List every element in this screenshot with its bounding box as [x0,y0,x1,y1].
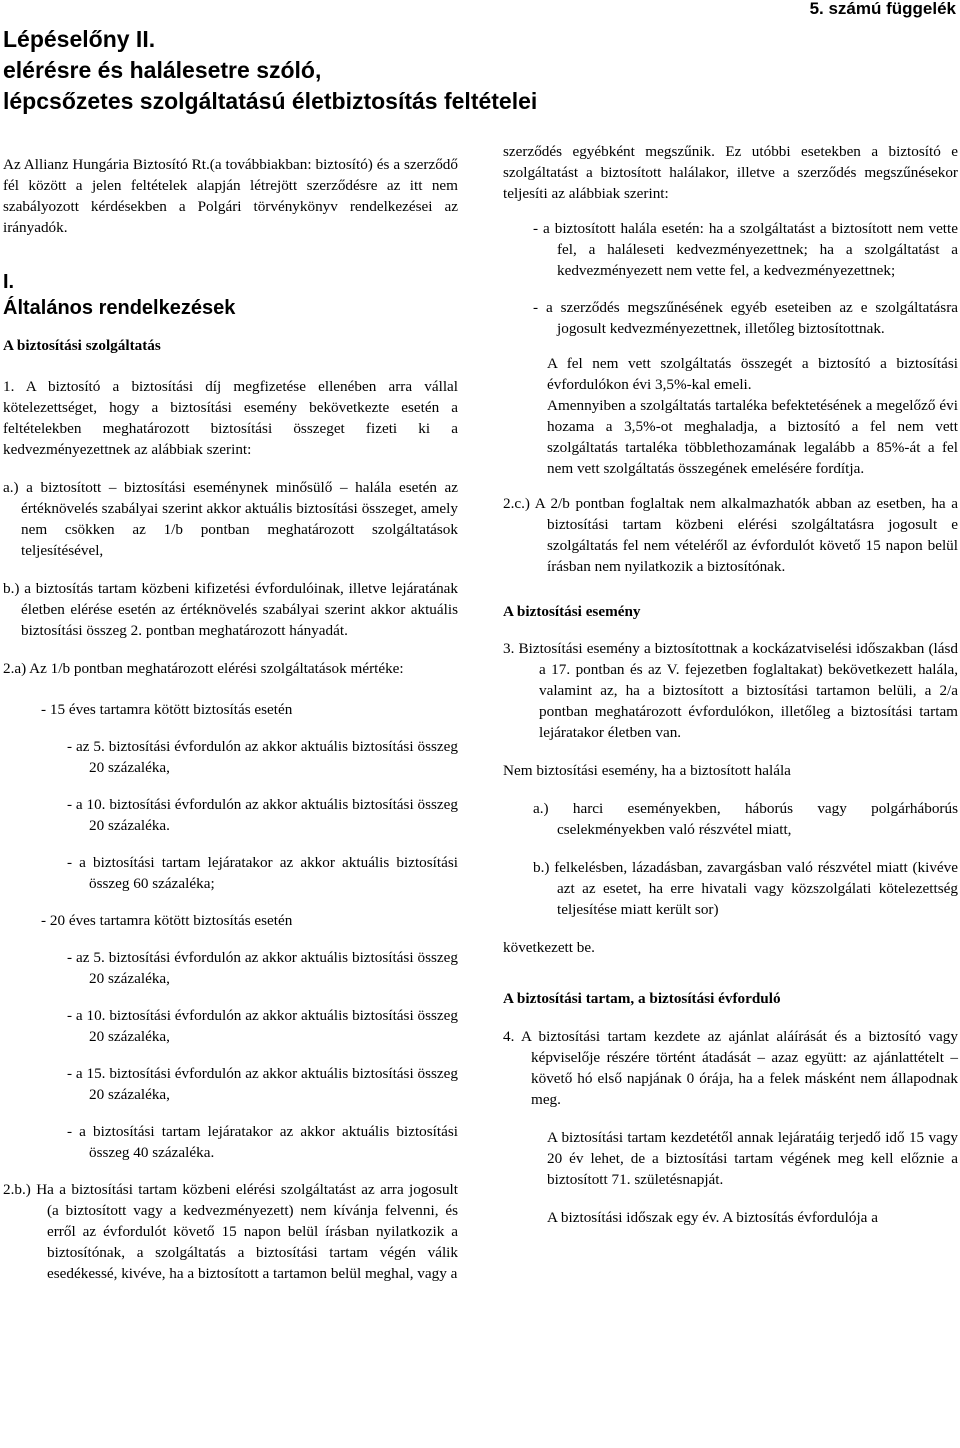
followed-text: következett be. [503,939,595,956]
term-20-heading: - 20 éves tartamra kötött biztosítás esetén [41,912,293,929]
unclaimed-paragraph-2: Amennyiben a szolgáltatás tartaléka befektetésének a megelőző évi hozama a 3,5%-ot meghaladja, a biztosító a fel nem vett szolgáltatás tartaléka többlethozamának legalább a 85%-át a fel nem vett szolgáltatás összegének emelésére fordítja. [547,397,958,477]
intro-paragraph: Az Allianz Hungária Biztosító Rt.(a továbbiakban: biztosító) és a szerződő fél között a jelen feltételek alapján létrejött szerződésre az itt nem szabályozott kérdésekben a Polgári törvénykönyv rendelkezései az irányadók. [3,156,458,236]
paragraph-4b: A biztosítási tartam kezdetétől annak lejáratáig terjedő idő 15 vagy 20 év lehet, de a biztosítási tartam végének meg kell előznie a biztosított 71. születésnapját. [547,1129,958,1188]
subheading-term: A biztosítási tartam, a biztosítási évforduló [503,990,781,1007]
paragraph-1: 1. A biztosító a biztosítási díj megfizetése ellenében arra vállal kötelezettséget, hogy a biztosítási esemény bekövetkezte esetén a feltételekben meghatározott biztosítási összeget fizeti ki a kedvezményezettnek az alábbiak szerint: [3,378,458,458]
paragraph-1b: b.) a biztosítás tartam közbeni kifizetési évfordulóinak, illetve lejáratának életben elérése esetén az értéknövelés szabályai szerint akkor aktuális biztosítási összeg 2. pontban meghatározott hányadát. [3,580,458,639]
title-line-3: lépcsőzetes szolgáltatású életbiztosítás feltételei [3,88,538,114]
paragraph-2c: 2.c.) A 2/b pontban foglaltak nem alkalmazhatók abban az esetben, ha a biztosítási tartam közbeni elérési szolgáltatásra jogosult e szolgáltatás fel nem vételéről az évfordulót követő 15 napon belül írásban nem nyilatkozik a biztosítónak. [503,495,958,575]
t20-item-2: - a 10. biztosítási évfordulón az akkor aktuális biztosítási összeg 20 százaléka, [67,1007,458,1045]
dash-item-other: - a szerződés megszűnésének egyéb eseteiben az e szolgáltatásra jogosult kedvezményezettnek, illetőleg biztosítottnak. [533,299,958,337]
dash-item-death: - a biztosított halála esetén: ha a szolgáltatást a biztosított nem vette fel, a haláleseti kedvezményezettnek; ha a szolgáltatást a kedvezményezett nem vette fel, a kedvezményezettnek; [533,220,958,279]
exclusion-b: b.) felkelésben, lázadásban, zavargásban való részvétel miatt (kivéve azt az esetet, ha erre hivatali vagy közszolgálati kötelezettség teljesítése miatt került sor) [533,859,958,918]
appendix-label: 5. számú függelék [809,0,956,18]
title-line-1: Lépéselőny II. [3,26,156,52]
t15-item-1: - az 5. biztosítási évfordulón az akkor aktuális biztosítási összeg 20 százaléka, [67,738,458,776]
term-15-heading: - 15 éves tartamra kötött biztosítás esetén [41,701,293,718]
subheading-insured-event: A biztosítási esemény [503,603,641,620]
left-column [3,154,458,1284]
t20-item-1: - az 5. biztosítási évfordulón az akkor aktuális biztosítási összeg 20 százaléka, [67,949,458,987]
paragraph-1a: a.) a biztosított – biztosítási eseménynek minősülő – halála esetén az értéknövelés szabályai szerint akkor aktuális biztosítási összeget, amely nem csökken az 1/b pontban meghatározott szolgáltatások teljesítésével, [3,479,458,559]
t20-item-3: - a 15. biztosítási évfordulón az akkor aktuális biztosítási összeg 20 százaléka, [67,1065,458,1103]
page-header [0,0,960,130]
paragraph-4: 4. A biztosítási tartam kezdete az ajánlat aláírását és a biztosító vagy képviselője részére történt átadását – azaz együtt: az ajánlattételt – követő hó első napjának 0 órája, ha a felek másként nem állapodnak meg. [503,1028,958,1108]
t15-item-2: - a 10. biztosítási évfordulón az akkor aktuális biztosítási összeg 20 százaléka. [67,796,458,834]
paragraph-2a: 2.a) Az 1/b pontban meghatározott elérési szolgáltatások mértéke: [3,660,404,677]
continuation-paragraph: szerződés egyébként megszűnik. Ez utóbbi esetekben a biztosító e szolgáltatást a biztosított halálakor, illetve a szerződés megszűnésekor teljesíti az alábbiak szerint: [503,143,958,202]
section-title: Általános rendelkezések [3,297,236,319]
document-title [3,24,643,117]
t20-item-4: - a biztosítási tartam lejáratakor az akkor aktuális biztosítási összeg 40 százaléka. [67,1123,458,1161]
paragraph-3: 3. Biztosítási esemény a biztosítottnak a kockázatviselési időszakban (lásd a 17. pontban és az V. fejezetben foglaltakat) bekövetkezett halála, valamint az, ha a biztosított a biztosítási tartamon belüli, a 2/a pontban meghatározott évfordulókon, illetőleg a biztosítási tartam lejáratakor életben van. [503,640,958,741]
exclusion-a: a.) harci eseményekben, háborús vagy polgárháborús cselekményekben való részvétel miatt, [533,800,958,838]
subheading-service: A biztosítási szolgáltatás [3,337,161,354]
section-number: I. [3,271,15,293]
paragraph-2b: 2.b.) Ha a biztosítási tartam közbeni elérési szolgáltatást az arra jogosult (a biztosított vagy a kedvezményezett) nem kívánja felvenni, és erről az évfordulót követő 15 napon belül írásban nyilatkozik a biztosítónak, a szolgáltatás a biztosítási tartam végén válik esedékessé, kivéve, ha a biztosított a tartamon belül meghal, vagy a [3,1181,458,1282]
paragraph-4c: A biztosítási időszak egy év. A biztosítás évfordulója a [547,1209,878,1226]
t15-item-3: - a biztosítási tartam lejáratakor az akkor aktuális biztosítási összeg 60 százaléka; [67,854,458,892]
unclaimed-paragraph-1: A fel nem vett szolgáltatás összegét a biztosító a biztosítási évfordulókon évi 3,5%-kal emeli. [547,355,958,393]
not-insured-event: Nem biztosítási esemény, ha a biztosított halála [503,762,791,779]
title-line-2: elérésre és halálesetre szóló, [3,57,322,83]
right-column [503,141,958,1228]
